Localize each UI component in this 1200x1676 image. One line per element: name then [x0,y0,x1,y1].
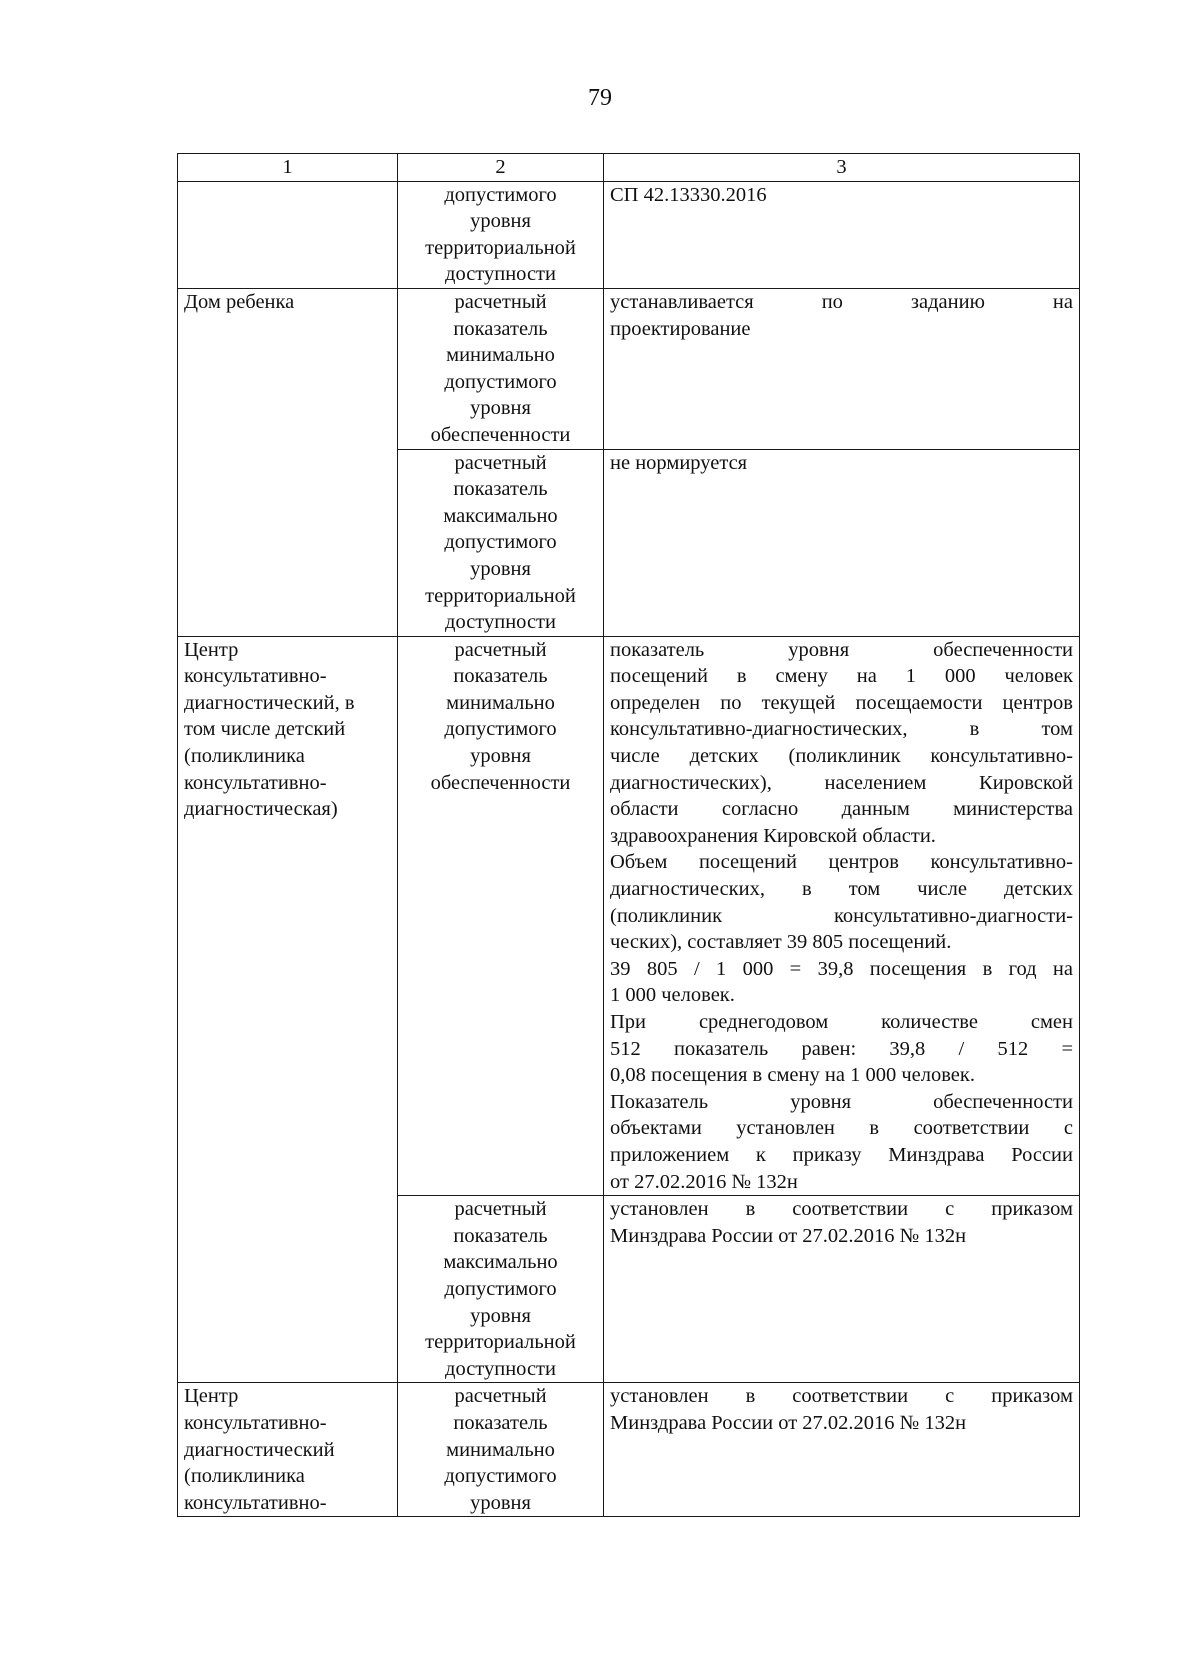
facility-line: диагностическая) [184,798,338,821]
header-cell: 3 [604,154,1080,182]
value-line: 512 показатель равен: 39,8 / 512 = [610,1037,1073,1060]
indicator-line: минимально [446,344,555,367]
indicator-line: показатель [453,317,548,340]
value-line: (поликлиник консультативно-диагности- [610,904,1073,927]
indicator-line: минимально [446,691,555,714]
indicator-line: уровня [470,210,531,233]
indicator-cell [398,449,604,636]
indicator-line: расчетный [454,1198,547,1221]
indicator-line: показатель [453,665,548,688]
indicator-line: доступности [445,611,556,634]
value-cell [604,1383,1080,1517]
value-cell [604,636,1080,1195]
indicator-line: допустимого [444,1277,557,1300]
indicator-line: доступности [445,263,556,286]
value-line: диагностических), населением Кировской [610,771,1073,794]
value-cell [604,1196,1080,1383]
value-line: определен по текущей посещаемости центров [610,691,1073,714]
value-line: Минздрава России от 27.02.2016 № 132н [610,1411,967,1434]
norms-table [177,153,1080,1517]
value-cell [604,181,1080,288]
facility-cell [178,636,398,1383]
value-line: консультативно-диагностических, в том [610,718,1073,741]
value-line: ческих), составляет 39 805 посещений. [610,931,952,954]
value-line: показатель уровня обеспеченности [610,638,1073,661]
indicator-line: допустимого [444,1465,557,1488]
header-cell: 2 [398,154,604,182]
value-line: 1 000 человек. [610,984,735,1007]
indicator-cell [398,1383,604,1517]
indicator-line: доступности [445,1357,556,1380]
indicator-line: допустимого [444,183,557,206]
value-line: посещений в смену на 1 000 человек [610,665,1073,688]
indicator-line: максимально [443,504,558,527]
indicator-cell [398,636,604,1195]
indicator-line: минимально [446,1438,555,1461]
indicator-line: уровня [470,1491,531,1514]
facility-line: консультативно- [184,665,327,688]
indicator-line: обеспеченности [430,423,571,446]
value-line: приложением к приказу Минздрава России [610,1143,1073,1166]
table-row [178,288,1080,449]
header-cell: 1 [178,154,398,182]
value-line: 39 805 / 1 000 = 39,8 посещения в год на [610,957,1073,980]
indicator-line: допустимого [444,531,557,554]
table-row [178,636,1080,1195]
indicator-line: расчетный [454,1385,547,1408]
value-line: области согласно данным министерства [610,798,1073,821]
indicator-line: показатель [453,1411,548,1434]
facility-line: консультативно- [184,771,327,794]
indicator-line: допустимого [444,718,557,741]
table-header-row [178,154,1080,182]
value-line: проектирование [610,317,751,340]
value-line: устанавливается по заданию на [610,290,1073,313]
indicator-line: допустимого [444,370,557,393]
facility-line: Центр [184,638,239,661]
value-line: объектами установлен в соответствии с [610,1117,1073,1140]
indicator-line: показатель [453,478,548,501]
facility-cell [178,1383,398,1517]
facility-line: (поликлиника [184,1465,305,1488]
indicator-line: уровня [470,397,531,420]
page-number: 79 [588,85,612,111]
indicator-line: максимально [443,1251,558,1274]
indicator-line: уровня [470,745,531,768]
indicator-line: обеспеченности [430,771,571,794]
facility-line: том числе детский [184,718,346,741]
value-line: СП 42.13330.2016 [610,183,767,206]
value-line: от 27.02.2016 № 132н [610,1170,798,1193]
indicator-line: территориальной [425,1331,576,1354]
value-line: здравоохранения Кировской области. [610,824,936,847]
value-line: Объем посещений центров консультативно- [610,851,1073,874]
indicator-cell [398,1196,604,1383]
value-line: установлен в соответствии с приказом [610,1198,1073,1221]
value-line: не нормируется [610,451,748,474]
facility-line: (поликлиника [184,745,305,768]
facility-line: Центр [184,1385,239,1408]
indicator-cell [398,181,604,288]
table-row [178,1383,1080,1517]
facility-line: диагностический [184,1438,335,1461]
facility-line: консультативно- [184,1491,327,1514]
facility-line: Дом ребенка [184,290,295,313]
value-line: диагностических, в том числе детских [610,878,1073,901]
indicator-line: уровня [470,1304,531,1327]
facility-line: консультативно- [184,1411,327,1434]
table-row [178,181,1080,288]
indicator-line: территориальной [425,584,576,607]
value-line: числе детских (поликлиник консультативно- [610,745,1073,768]
value-line: 0,08 посещения в смену на 1 000 человек. [610,1064,975,1087]
indicator-cell [398,288,604,449]
indicator-line: показатель [453,1224,548,1247]
indicator-line: расчетный [454,638,547,661]
facility-cell [178,288,398,636]
value-cell [604,449,1080,636]
facility-line: диагностический, в [184,691,355,714]
value-line: установлен в соответствии с приказом [610,1385,1073,1408]
facility-cell [178,181,398,288]
indicator-line: расчетный [454,451,547,474]
indicator-line: расчетный [454,290,547,313]
value-line: Показатель уровня обеспеченности [610,1090,1073,1113]
value-line: Минздрава России от 27.02.2016 № 132н [610,1224,967,1247]
indicator-line: уровня [470,557,531,580]
value-cell [604,288,1080,449]
indicator-line: территориальной [425,236,576,259]
value-line: При среднегодовом количестве смен [610,1011,1073,1033]
